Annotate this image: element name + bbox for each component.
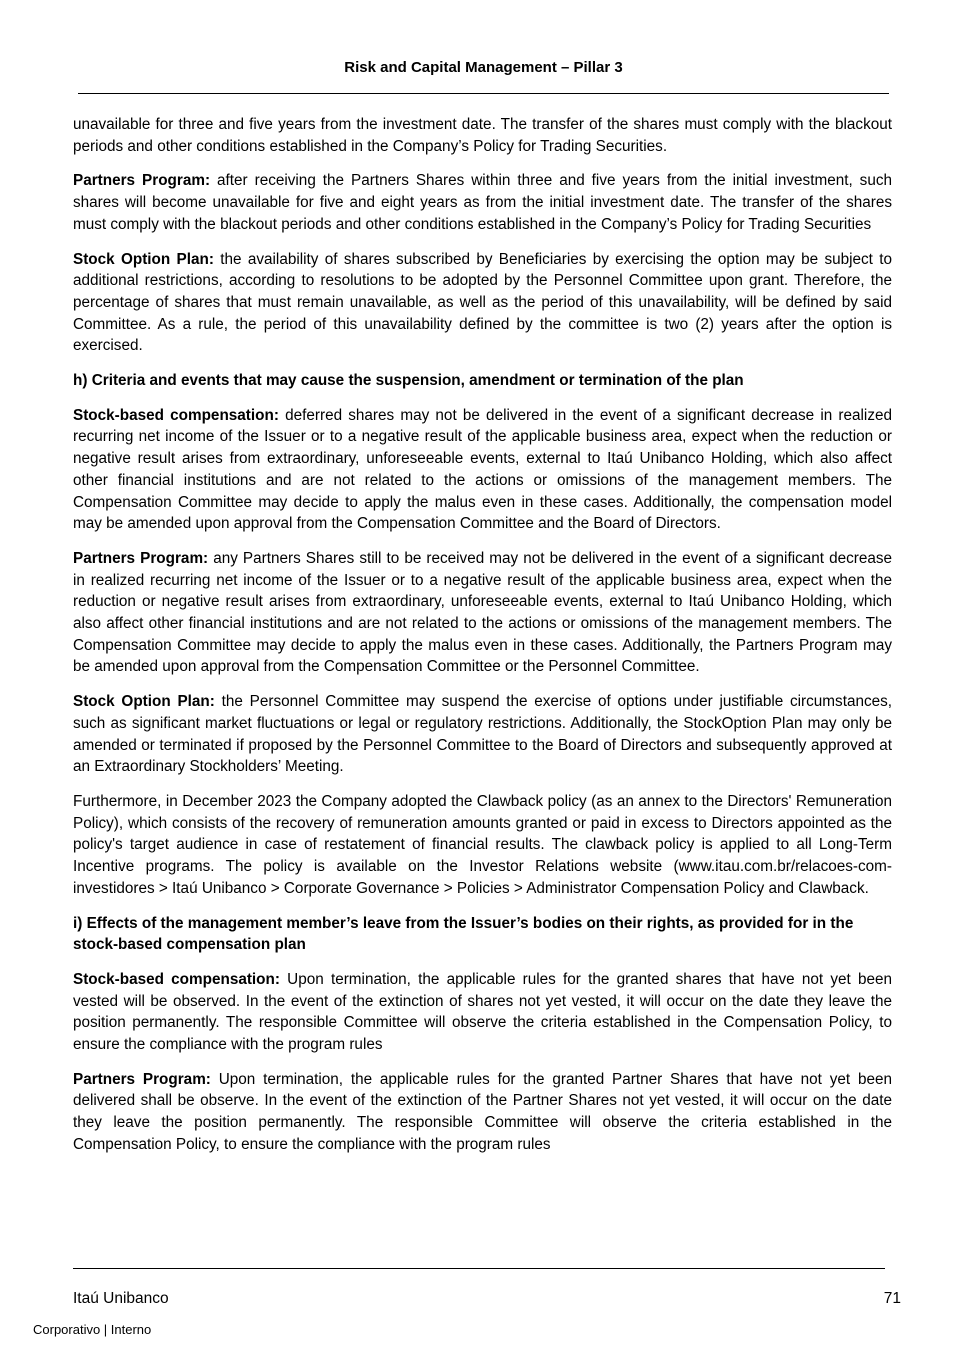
paragraph-lead: Partners Program: bbox=[73, 549, 209, 567]
paragraph-stock-based-compensation-termination bbox=[73, 969, 892, 1056]
footer-company-name: Itaú Unibanco bbox=[73, 1290, 169, 1307]
paragraph-text: Upon termination, the applicable rules for the granted Partner Shares that have not yet been delivered shall be observe. In the event of the extinction of the Partner Shares not yet vested, it will occur on the date they leave the position permanently. The responsible Committee will observe the criteria established in the Compensation Policy, to ensure the compliance with the program rules bbox=[73, 1070, 892, 1153]
header-divider bbox=[78, 93, 889, 94]
paragraph-stock-option-unavailability bbox=[73, 249, 892, 358]
paragraph-text: the availability of shares subscribed by Beneficiaries by exercising the option may be subject to additional restrictions, according to resolutions to be adopted by the Personnel Committee upon grant. Therefore, the percentage of shares that must remain unavailable, as well as the period of this unavailability, will be defined by said Committee. As a rule, the period of this unavailability defined by the committee is two (2) years after the option is exercised. bbox=[73, 250, 892, 355]
paragraph-text: any Partners Shares still to be received may not be delivered in the event of a significant decrease in realized recurring net income of the Issuer or to a negative result of the applicable business area, expect when the reduction or negative result arises from extraordinary, unforeseeable events, external to Itaú Unibanco Holding, which also affect other financial institutions and are not related to the actions or omissions of the management members. The Compensation Committee may decide to apply the malus even in these cases. Additionally, the Partners Program may be amended upon approval from the Compensation Committee or the Personnel Committee. bbox=[73, 549, 892, 676]
document-body bbox=[73, 114, 892, 1169]
paragraph-lead: Partners Program: bbox=[73, 1070, 211, 1088]
paragraph-lead: Stock-based compensation: bbox=[73, 406, 279, 424]
paragraph-text: deferred shares may not be delivered in the event of a significant decrease in realized recurring net income of the Issuer or to a negative result of the applicable business area, expect when the reduction or negative result arises from extraordinary, unforeseeable events, external to Itaú Unibanco Holding, which also affect other financial institutions and are not related to the actions or omissions of the management members. The Compensation Committee may decide to apply the malus even in these cases. Additionally, the compensation model may be amended upon approval from the Compensation Committee and the Board of Directors. bbox=[73, 406, 892, 533]
paragraph-text: the Personnel Committee may suspend the exercise of options under justifiable circumstances, such as significant market fluctuations or legal or regulatory restrictions. Additionally, the StockOption Plan may only be amended or terminated if proposed by the Personnel Committee to the Board of Directors and subsequently approved at an Extraordinary Stockholders’ Meeting. bbox=[73, 693, 893, 776]
paragraph-lead: Stock Option Plan: bbox=[73, 250, 214, 268]
paragraph-unavailability-continued bbox=[73, 114, 892, 157]
footer-page-number: 71 bbox=[883, 1290, 901, 1307]
section-i-heading: i) Effects of the management member’s leave from the Issuer’s bodies on their rights, as provided for in the stock-based compensation plan bbox=[73, 914, 854, 954]
section-h-heading: h) Criteria and events that may cause the suspension, amendment or termination of the plan bbox=[73, 372, 744, 390]
paragraph-stock-based-compensation-suspension bbox=[73, 405, 892, 535]
paragraph-text: Furthermore, in December 2023 the Company adopted the Clawback policy (as an annex to the Directors' Remuneration Policy), which consists of the recovery of remuneration amounts granted or paid in excess to Directors appointed as the policy's target audience in case of restatement of financial results. The clawback policy is applied to all Long-Term Incentive programs. The policy is available on the Investor Relations website (www.itau.com.br/relacoes-com-investidores > Itaú Unibanco > Corporate Governance > Policies > Administrator Compensation Policy and Clawback. bbox=[73, 792, 892, 897]
paragraph-partners-program-suspension bbox=[73, 548, 892, 678]
paragraph-text: Upon termination, the applicable rules for the granted shares that have not yet been vested will be observed. In the event of the extinction of shares not yet vested, it will occur on the date they leave the position permanently. The responsible Committee will observe the criteria established in the Compensation Policy, to ensure the compliance with the program rules bbox=[73, 970, 893, 1054]
paragraph-partners-program-termination bbox=[73, 1069, 892, 1156]
paragraph-stock-option-suspension bbox=[73, 691, 892, 778]
footer-divider bbox=[73, 1268, 885, 1269]
paragraph-partners-program-unavailability bbox=[73, 170, 892, 235]
paragraph-text: after receiving the Partners Shares within three and five years from the initial investment, such shares will become unavailable for five and eight years as from the initial investment date. The transfer of the shares must comply with the blackout periods and other conditions established in the Company’s Policy for Trading Securities bbox=[73, 172, 892, 233]
paragraph-clawback-policy bbox=[73, 791, 892, 900]
paragraph-lead: Stock-based compensation: bbox=[73, 970, 280, 988]
paragraph-lead: Stock Option Plan: bbox=[73, 693, 215, 711]
classification-label: Corporativo | Interno bbox=[33, 1322, 152, 1337]
paragraph-text: unavailable for three and five years from the investment date. The transfer of the shares must comply with the blackout periods and other conditions established in the Company’s Policy for Trading Securities. bbox=[73, 116, 892, 155]
paragraph-lead: Partners Program: bbox=[73, 172, 211, 190]
page-header-title: Risk and Capital Management – Pillar 3 bbox=[344, 59, 623, 76]
